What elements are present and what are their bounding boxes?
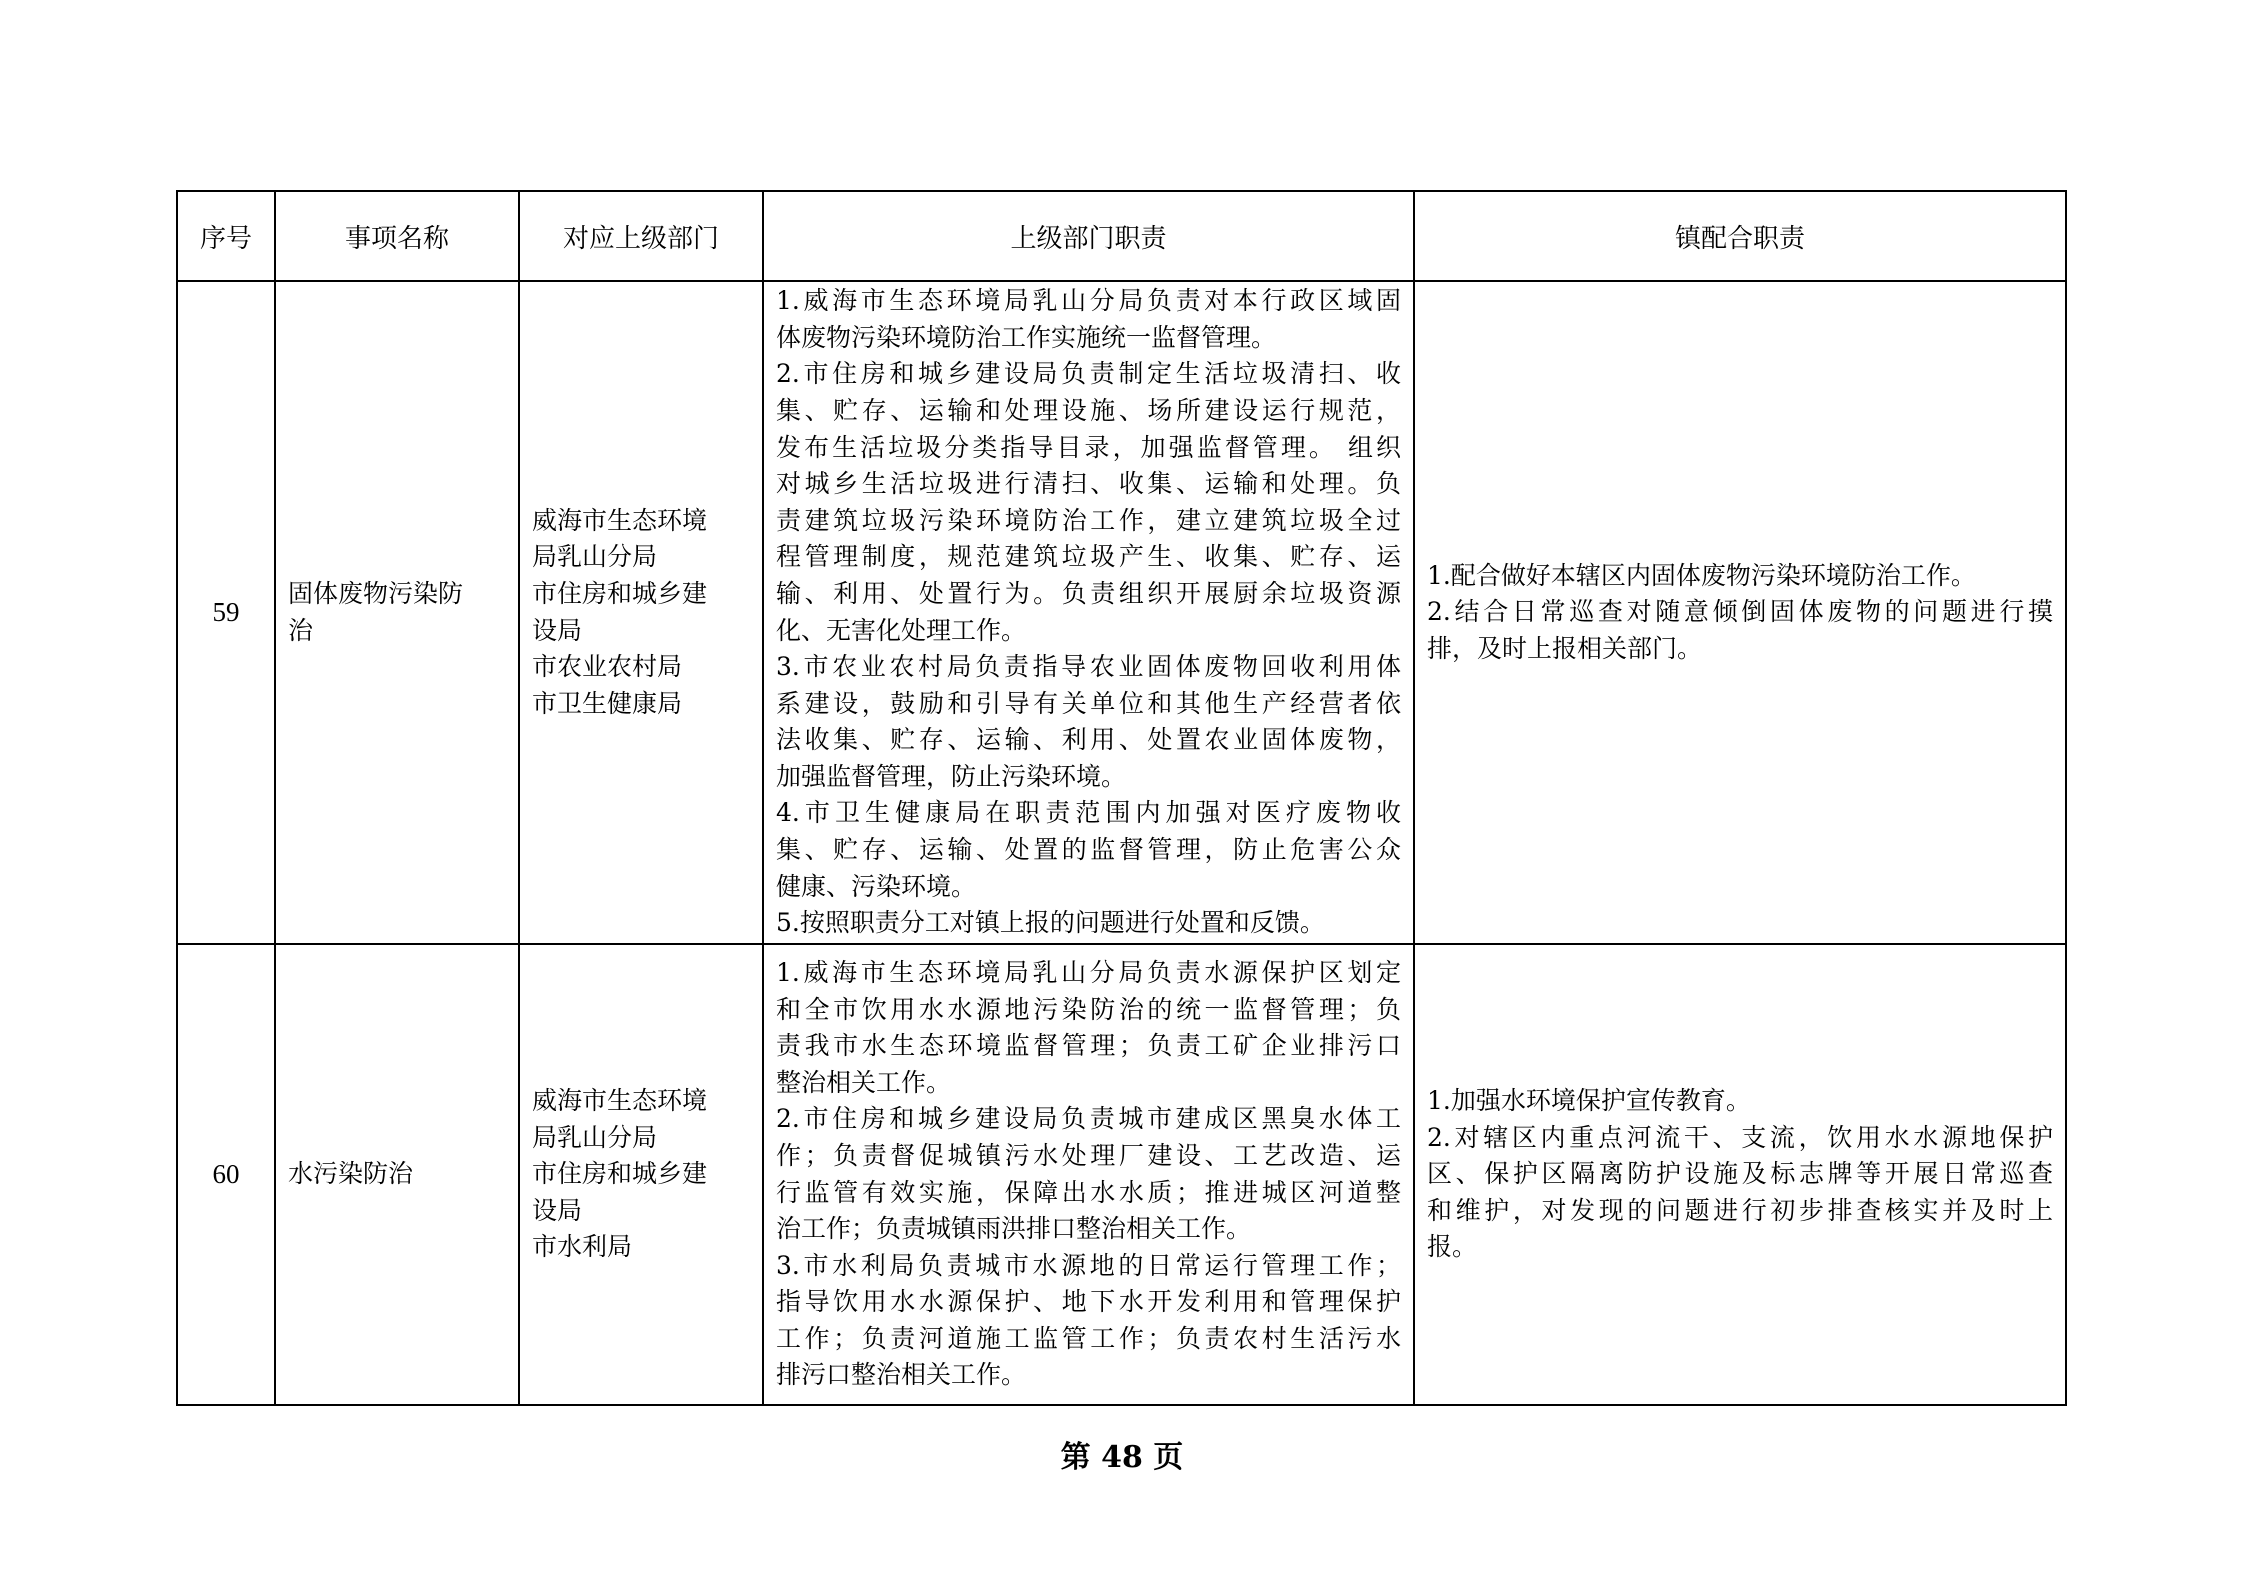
header-superior-duty: 上级部门职责 [763,191,1414,281]
cell-line: 报。 [1427,1232,1478,1262]
cell-line: 1.配合做好本辖区内固体废物污染环境防治工作。 [1427,560,1976,590]
cell-line: 设局 [532,1195,583,1225]
cell-line: 威海市生态环境 [532,505,708,535]
row-town-duty [1414,281,2066,944]
cell-line: 责我市水生态环境监督管理；负责工矿企业排污口 [776,1031,1401,1061]
cell-line: 威海市生态环境 [532,1086,708,1116]
cell-line: 集、贮存、运输、处置的监督管理，防止危害公众 [776,835,1401,865]
row-item-name [275,944,519,1405]
cell-line: 工作；负责河道施工监管工作；负责农村生活污水 [776,1323,1401,1353]
cell-line: 对城乡生活垃圾进行清扫、收集、运输和处理。负 [776,469,1401,499]
cell-line: 1.威海市生态环境局乳山分局负责水源保护区划定 [776,957,1401,987]
cell-line: 作；负责督促城镇污水处理厂建设、工艺改造、运 [776,1140,1401,1170]
cell-line: 集、贮存、运输和处理设施、场所建设运行规范， [776,395,1401,425]
cell-line: 化、无害化处理工作。 [776,615,1027,645]
cell-line: 市住房和城乡建 [532,578,708,608]
cell-line: 法收集、贮存、运输、利用、处置农业固体废物， [776,725,1401,755]
cell-line: 市住房和城乡建 [532,1159,708,1189]
cell-line: 2.对辖区内重点河流干、支流，饮用水水源地保护 [1427,1122,2053,1152]
responsibility-table [176,190,2067,1406]
cell-line: 治工作；负责城镇雨洪排口整治相关工作。 [776,1214,1252,1244]
row-superior-dept [519,281,763,944]
row-superior-duty [763,281,1414,944]
cell-line: 市卫生健康局 [532,688,683,718]
cell-line: 5.按照职责分工对镇上报的问题进行处置和反馈。 [776,908,1325,938]
cell-line: 程管理制度，规范建筑垃圾产生、收集、贮存、运 [776,542,1401,572]
cell-line: 固体废物污染防 [288,578,464,608]
row-town-duty [1414,944,2066,1405]
header-superior-dept: 对应上级部门 [519,191,763,281]
responsibility-table-container [176,190,2065,1406]
cell-line: 区、保护区隔离防护设施及标志牌等开展日常巡查 [1427,1159,2053,1189]
cell-line: 2.结合日常巡查对随意倾倒固体废物的问题进行摸 [1427,597,2053,627]
cell-line: 健康、污染环境。 [776,871,977,901]
cell-line: 设局 [532,615,583,645]
cell-line: 加强监督管理，防止污染环境。 [776,761,1127,791]
header-item-name: 事项名称 [275,191,519,281]
cell-line: 1.威海市生态环境局乳山分局负责对本行政区域固 [776,286,1401,316]
table-header-row [177,191,2066,281]
cell-line: 排污口整治相关工作。 [776,1360,1027,1390]
cell-line: 局乳山分局 [532,1122,658,1152]
cell-line: 输、利用、处置行为。负责组织开展厨余垃圾资源 [776,578,1401,608]
header-town-duty: 镇配合职责 [1414,191,2066,281]
row-superior-duty [763,944,1414,1405]
cell-line: 市水利局 [532,1232,633,1262]
cell-line: 治 [288,615,314,645]
cell-line: 指导饮用水水源保护、地下水开发利用和管理保护 [776,1287,1401,1317]
cell-line: 责建筑垃圾污染环境防治工作，建立建筑垃圾全过 [776,505,1401,535]
cell-line: 市农业农村局 [532,652,683,682]
row-superior-dept [519,944,763,1405]
cell-line: 1.加强水环境保护宣传教育。 [1427,1086,1751,1116]
row-seq: 60 [177,944,275,1405]
table-row [177,281,2066,944]
cell-line: 发布生活垃圾分类指导目录，加强监督管理。 组织 [776,432,1401,462]
header-seq: 序号 [177,191,275,281]
cell-line: 水污染防治 [288,1159,414,1189]
cell-line: 和全市饮用水水源地污染防治的统一监督管理；负 [776,994,1401,1024]
cell-line: 体废物污染环境防治工作实施统一监督管理。 [776,322,1277,352]
cell-line: 整治相关工作。 [776,1067,952,1097]
cell-line: 2.市住房和城乡建设局负责制定生活垃圾清扫、收 [776,359,1401,389]
cell-line: 行监管有效实施，保障出水水质；推进城区河道整 [776,1177,1401,1207]
cell-line: 3.市水利局负责城市水源地的日常运行管理工作； [776,1250,1401,1280]
cell-line: 排，及时上报相关部门。 [1427,633,1703,663]
cell-line: 3.市农业农村局负责指导农业固体废物回收利用体 [776,652,1401,682]
cell-line: 4.市卫生健康局在职责范围内加强对医疗废物收 [776,798,1401,828]
table-row [177,944,2066,1405]
row-item-name [275,281,519,944]
cell-line: 局乳山分局 [532,542,658,572]
page-number: 第 48 页 [1060,1440,1184,1475]
cell-line: 系建设，鼓励和引导有关单位和其他生产经营者依 [776,688,1401,718]
cell-line: 2.市住房和城乡建设局负责城市建成区黑臭水体工 [776,1104,1401,1134]
cell-line: 和维护，对发现的问题进行初步排查核实并及时上 [1427,1195,2053,1225]
row-seq: 59 [177,281,275,944]
